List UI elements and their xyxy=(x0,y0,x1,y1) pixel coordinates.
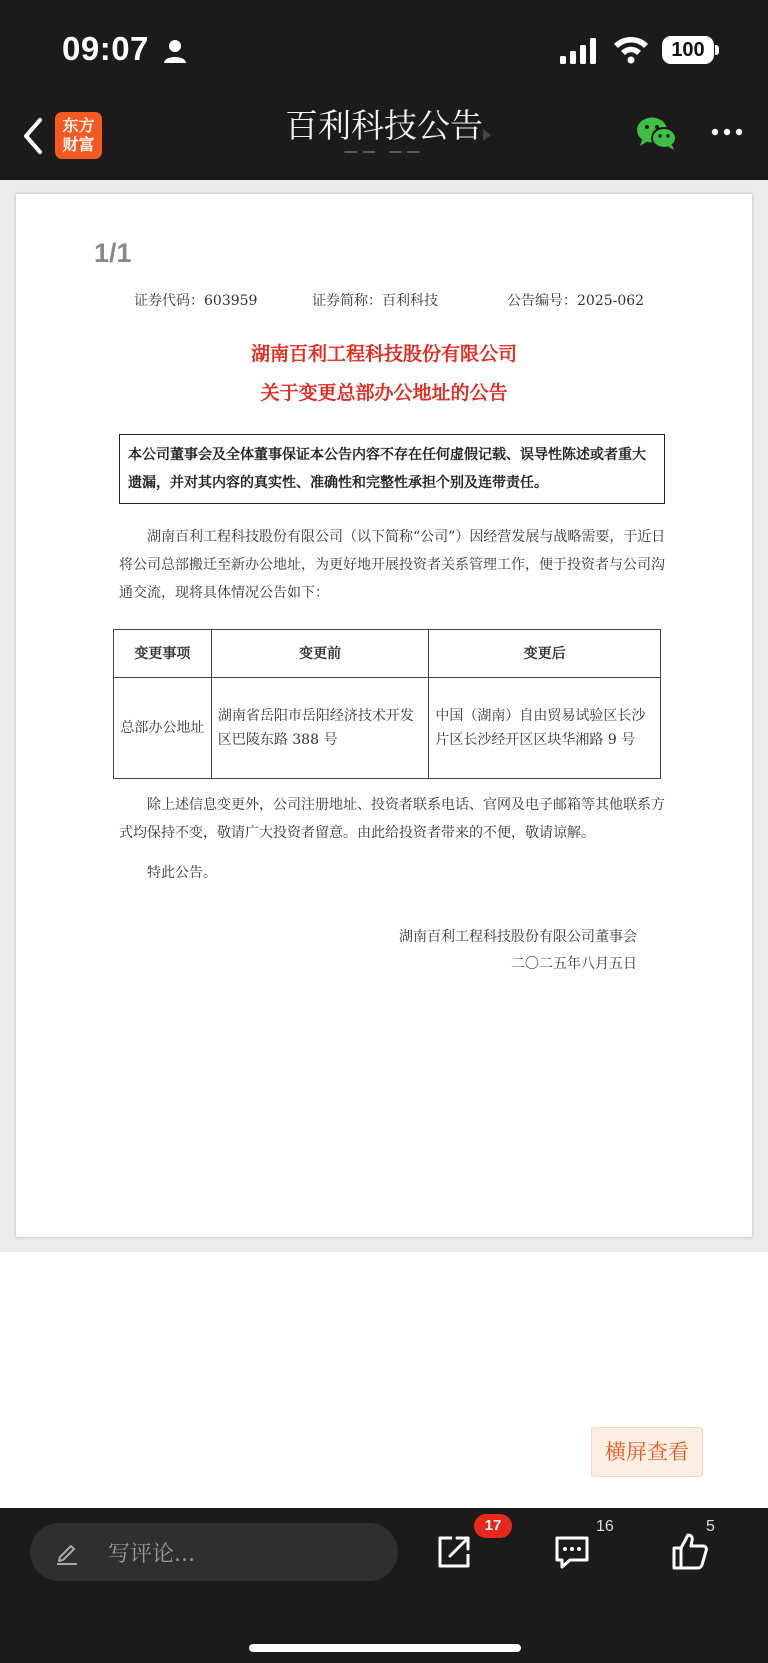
more-options-icon[interactable] xyxy=(710,126,744,138)
logo-line-2: 财富 xyxy=(62,135,95,154)
document-title-company: 湖南百利工程科技股份有限公司 xyxy=(250,343,517,365)
battery-level: 100 xyxy=(671,39,705,61)
table-cell-before: 湖南省岳阳市岳阳经济技术开发区巴陵东路 388 号 xyxy=(211,678,429,779)
page-indicator: 1/1 xyxy=(94,238,132,268)
table-header: 变更事项 xyxy=(114,630,212,678)
disclaimer-box: 本公司董事会及全体董事保证本公告内容不存在任何虚假记载、误导性陈述或者重大遗漏，并对其内容的真实性、准确性和完整性承担个别及连带责任。 xyxy=(119,434,665,504)
comment-placeholder: 写评论... xyxy=(108,1542,195,1567)
page-title: 百利科技公告 xyxy=(285,106,483,145)
likes-count: 5 xyxy=(706,1518,715,1535)
wifi-icon xyxy=(612,34,650,64)
status-bar xyxy=(0,0,768,92)
unchanged-info-paragraph: 除上述信息变更外，公司注册地址、投资者联系电话、官网及电子邮箱等其他联系方式均保持不变，敬请广大投资者留意。由此给投资者带来的不便，敬请谅解。 xyxy=(119,797,665,841)
pen-icon xyxy=(54,1539,80,1565)
person-icon xyxy=(162,38,188,64)
table-header-row xyxy=(114,630,661,678)
home-indicator xyxy=(249,1644,521,1652)
thumbs-up-icon[interactable] xyxy=(670,1530,710,1572)
comments-count: 16 xyxy=(596,1518,614,1535)
table-header: 变更后 xyxy=(429,630,661,678)
share-count-badge: 17 xyxy=(474,1514,512,1538)
logo-line-1: 东方 xyxy=(62,116,95,135)
share-icon[interactable] xyxy=(434,1532,474,1572)
caret-right-icon xyxy=(481,128,493,142)
table-row xyxy=(114,678,661,779)
document-page[interactable] xyxy=(16,194,752,1237)
table-cell-item: 总部办公地址 xyxy=(114,678,212,779)
battery-icon xyxy=(662,36,714,64)
security-abbreviation: 证券简称：百利科技 xyxy=(312,293,438,309)
signature-company: 湖南百利工程科技股份有限公司董事会 xyxy=(399,929,637,945)
signature-date: 二〇二五年八月五日 xyxy=(511,956,637,972)
status-time: 09:07 xyxy=(62,30,149,67)
table-cell-after: 中国（湖南）自由贸易试验区长沙片区长沙经开区区块华湘路 9 号 xyxy=(429,678,661,779)
nav-bar xyxy=(0,92,768,180)
document-title-subject: 关于变更总部办公地址的公告 xyxy=(260,382,508,404)
table-header: 变更前 xyxy=(211,630,429,678)
comments-icon[interactable] xyxy=(552,1532,592,1572)
intro-paragraph: 湖南百利工程科技股份有限公司（以下简称“公司”）因经营发展与战略需要，于近日将公司总部搬迁至新办公地址，为更好地开展投资者关系管理工作，便于投资者与公司沟通交流，现将具体情况公告如下： xyxy=(119,529,666,601)
wechat-share-icon[interactable] xyxy=(636,116,678,152)
announcement-number: 公告编号：2025-062 xyxy=(507,293,645,309)
change-table xyxy=(113,629,661,779)
bottom-action-bar xyxy=(0,1508,768,1663)
page-subtitle: —— —— xyxy=(343,144,425,160)
security-code: 证券代码：603959 xyxy=(134,293,258,309)
comment-input[interactable] xyxy=(30,1523,398,1581)
closing-paragraph: 特此公告。 xyxy=(147,865,217,881)
cellular-signal-icon xyxy=(560,38,600,64)
landscape-view-button[interactable]: 横屏查看 xyxy=(591,1427,703,1477)
